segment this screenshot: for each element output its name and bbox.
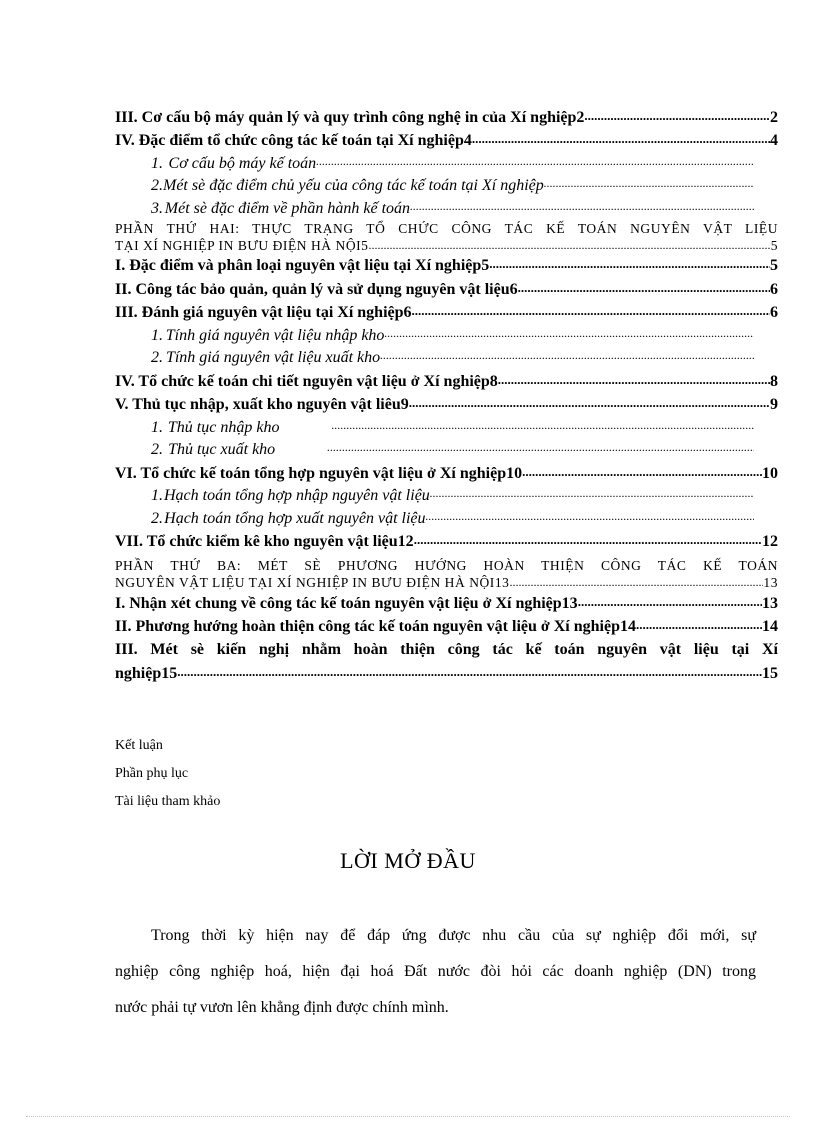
appendix-link[interactable]: Phần phụ lục	[115, 766, 189, 781]
toc-entry-label: VI. Tổ chức kế toán tổng hợp nguyên vật liệu ở Xí nghiệp10	[115, 464, 523, 482]
introduction-paragraph	[115, 918, 756, 1026]
dot-leader	[327, 439, 754, 462]
toc-entry-label-line1: III. Mét sè kiến nghị nhằm hoàn thiện công tác kế toán nguyên vật liệu tại Xí	[115, 641, 778, 658]
toc-page-number: 5	[770, 257, 778, 274]
subentry-label: Tính giá nguyên vật liệu xuất kho	[165, 349, 381, 366]
subentry-number: 2.	[151, 509, 163, 527]
dot-leader	[636, 615, 762, 639]
dot-leader	[584, 105, 770, 129]
toc-subentry[interactable]	[115, 175, 754, 198]
toc-entry-label: II. Phương hướng hoàn thiện công tác kế toán nguyên vật liệu ở Xí nghiệp14	[115, 618, 636, 635]
paragraph-line: nghiệp công nghiệp hoá, hiện đại hoá Đất nước đòi hỏi các doanh nghiệp (DN) trong	[115, 963, 756, 980]
toc-entry-label: III. Đánh giá nguyên vật liệu tại Xí nghiệp6	[115, 304, 412, 321]
toc-entry-part3-section3[interactable]	[115, 638, 778, 685]
toc-entry-label: I. Nhận xét chung về công tác kế toán nguyên vật liệu ở Xí nghiệp13	[115, 594, 578, 612]
toc-page-number: 13	[763, 575, 778, 590]
dot-leader	[316, 152, 754, 175]
dot-leader	[522, 461, 762, 485]
dot-leader	[368, 237, 770, 254]
toc-entry-label: II. Công tác bảo quản, quản lý và sử dụng nguyên vật liệu6	[115, 280, 518, 298]
subentry-number: 1.	[151, 326, 163, 344]
subentry-number: 1.	[151, 418, 163, 436]
toc-entry-label: VII. Tổ chức kiểm kê kho nguyên vật liệu12	[115, 533, 414, 550]
toc-page-number: 10	[762, 464, 778, 482]
paragraph-line: Trong thời kỳ hiện nay để đáp ứng được nhu cầu của sự nghiệp đổi mới, sự	[151, 927, 756, 944]
toc-page-number: 8	[770, 372, 778, 390]
dot-leader	[410, 197, 754, 220]
toc-page-number: 14	[762, 618, 778, 635]
toc-entry-part3-section1[interactable]	[115, 591, 778, 615]
toc-subentry[interactable]	[115, 152, 754, 175]
toc-entry-part2-section1[interactable]	[115, 254, 778, 278]
toc-entry-part2-section2[interactable]	[115, 277, 778, 301]
toc-page-number: 2	[770, 108, 778, 126]
part-heading-line2-row	[115, 237, 778, 254]
toc-page-number: 9	[770, 396, 778, 413]
subentry-number: 3.	[151, 199, 163, 217]
dot-leader	[380, 347, 754, 370]
subentry-label: Hạch toán tổng hợp xuất nguyên vật liệu	[164, 509, 426, 527]
dot-leader	[578, 591, 762, 615]
part-heading-line2: NGUYÊN VẬT LIỆU TẠI XÍ NGHIỆP IN BƯU ĐIỆN HÀ NỘI13	[115, 575, 510, 590]
toc-page-number: 4	[770, 132, 778, 149]
part-heading-line2: TẠI XÍ NGHIỆP IN BƯU ĐIỆN HÀ NỘI5	[115, 237, 369, 253]
dot-leader	[331, 416, 754, 439]
toc-entry-part2-section3[interactable]	[115, 301, 778, 325]
table-of-contents	[115, 105, 778, 685]
toc-page-number: 6	[770, 304, 778, 321]
dot-leader	[177, 662, 762, 686]
toc-subentry[interactable]	[115, 485, 754, 508]
toc-entry-label-line2: nghiệp15	[115, 665, 178, 682]
part-heading-line1: PHẦN THỨ HAI: THỰC TRẠNG TỔ CHỨC CÔNG TÁC KẾ TOÁN NGUYÊN VẬT LIỆU	[115, 220, 778, 236]
toc-subentry[interactable]	[115, 507, 754, 530]
toc-page-number: 13	[762, 594, 778, 612]
subentry-label: Tính giá nguyên vật liệu nhập kho	[165, 326, 385, 344]
toc-subentry[interactable]	[115, 439, 754, 462]
introduction-heading: LỜI MỞ ĐẦU	[340, 848, 476, 873]
references-link[interactable]: Tài liệu tham khảo	[115, 794, 221, 809]
toc-part-three-heading[interactable]	[115, 557, 778, 591]
subentry-label: Cơ cấu bộ máy kế toán	[168, 154, 317, 172]
toc-subentry[interactable]	[115, 324, 754, 347]
dot-leader	[518, 277, 770, 301]
part-heading-line2-row	[115, 574, 778, 591]
subentry-label: Thủ tục nhập kho	[167, 418, 280, 436]
subentry-label: Mét sè đặc điểm về phần hành kế toán	[164, 199, 411, 217]
toc-entry-label: I. Đặc điểm và phân loại nguyên vật liệu tại Xí nghiệp5	[115, 257, 490, 274]
toc-entry-label: III. Cơ cấu bộ máy quản lý và quy trình công nghệ in của Xí nghiệp2	[115, 108, 585, 126]
toc-page-number: 6	[770, 280, 778, 298]
dot-leader	[498, 369, 770, 393]
toc-entry-line2-row	[115, 662, 778, 686]
dot-leader	[409, 393, 770, 417]
part-heading-line1: PHẦN THỨ BA: MÉT SÈ PHƯƠNG HƯỚNG HOÀN THIỆN CÔNG TÁC KẾ TOÁN	[115, 558, 778, 573]
toc-entry-part2-section4[interactable]	[115, 369, 778, 393]
page-separator	[26, 1116, 790, 1117]
subentry-label: Thủ tục xuất kho	[168, 441, 276, 458]
toc-entry-part3-section2[interactable]	[115, 615, 778, 639]
dot-leader	[472, 129, 770, 153]
subentry-number: 1.	[151, 487, 163, 504]
subentry-number: 2.	[151, 177, 163, 194]
toc-part-two-heading[interactable]	[115, 220, 778, 254]
toc-subentry[interactable]	[115, 416, 754, 439]
toc-entry-part2-section7[interactable]	[115, 530, 778, 554]
dot-leader	[509, 574, 763, 591]
toc-entry-label: V. Thủ tục nhập, xuất kho nguyên vật liêu9	[115, 396, 409, 413]
toc-page-number: 15	[762, 665, 778, 682]
dot-leader	[414, 530, 762, 554]
subentry-number: 2.	[151, 441, 163, 458]
subentry-label: Mét sè đặc điểm chủ yếu của công tác kế toán tại Xí nghiệp	[163, 177, 544, 194]
dot-leader	[489, 254, 770, 278]
toc-entry-part2-section5[interactable]	[115, 393, 778, 417]
toc-entry-part2-section6[interactable]	[115, 461, 778, 485]
dot-leader	[412, 301, 770, 325]
toc-entry-part1-section3[interactable]	[115, 105, 778, 129]
subentry-number: 1.	[151, 154, 163, 172]
toc-subentry[interactable]	[115, 197, 754, 220]
dot-leader	[426, 507, 754, 530]
subentry-label: Hạch toán tổng hợp nhập nguyên vật liệu	[163, 487, 430, 504]
toc-page-number: 12	[762, 533, 778, 550]
toc-page-number: 5	[770, 237, 778, 253]
dot-leader	[384, 324, 754, 347]
dot-leader	[544, 175, 754, 198]
paragraph-line: nước phải tự vươn lên khẳng định được chính mình.	[115, 999, 449, 1016]
toc-entry-label: IV. Đặc điểm tổ chức công tác kế toán tại Xí nghiệp4	[115, 132, 472, 149]
toc-subentry[interactable]	[115, 347, 754, 370]
toc-entry-part1-section4[interactable]	[115, 129, 778, 153]
dot-leader	[430, 485, 754, 508]
subentry-number: 2.	[151, 349, 163, 366]
conclusion-link[interactable]: Kết luận	[115, 738, 163, 753]
toc-entry-label: IV. Tổ chức kế toán chi tiết nguyên vật liệu ở Xí nghiệp8	[115, 372, 498, 390]
